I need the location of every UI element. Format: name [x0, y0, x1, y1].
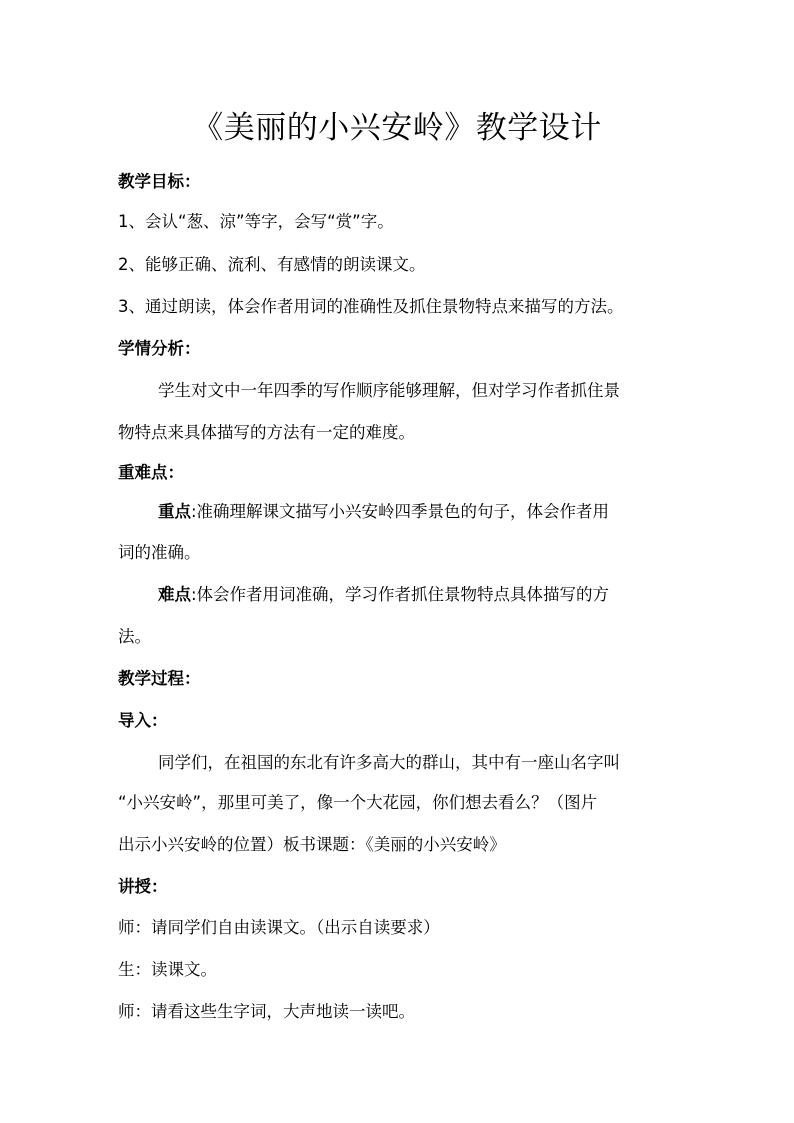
objective-item-1: 1、会认“葱、涼”等字，会写“赏”字。 — [118, 212, 394, 231]
objective-item-2: 2、能够正确、流利、有感情的朗读课文。 — [118, 255, 426, 274]
analysis-line-1: 学生对文中一年四季的写作顺序能够理解，但对学习作者抓住景 — [158, 381, 620, 400]
document-title: 《美丽的小兴安岭》教学设计 — [192, 110, 602, 146]
dialogue-line-1: 师：请同学们自由读课文。（出示自读要求） — [118, 918, 440, 937]
objectives-heading: 教学目标： — [118, 172, 201, 191]
difficult-point-text: :体会作者用词准确，学习作者抓住景物特点具体描写的方 — [191, 585, 610, 604]
intro-line-2: “小兴安岭”，那里可美了，像一个大花园，你们想去看么？（图片 — [118, 793, 598, 812]
dialogue-line-2: 生：读课文。 — [118, 960, 217, 979]
key-point-line-2: 词的准确。 — [118, 543, 201, 562]
analysis-line-2: 物特点来具体描写的方法有一定的难度。 — [118, 423, 415, 442]
objective-item-3: 3、通过朗读，体会作者用词的准确性及抓住景物特点来描写的方法。 — [118, 297, 624, 316]
key-point-line-1 — [158, 500, 678, 524]
key-point-text: :准确理解课文描写小兴安岭四季景色的句子，体会作者用 — [191, 502, 610, 521]
teach-heading: 讲授： — [118, 877, 168, 896]
difficult-point-label: 难点 — [158, 585, 191, 604]
difficult-point-line-2: 法。 — [118, 627, 151, 646]
intro-heading: 导入： — [118, 711, 168, 730]
key-point-label: 重点 — [158, 502, 191, 521]
dialogue-line-3: 师：请看这些生字词，大声地读一读吧。 — [118, 1002, 415, 1021]
intro-line-3: 出示小兴安岭的位置）板书课题：《美丽的小兴安岭》 — [118, 835, 506, 854]
intro-line-1: 同学们，在祖国的东北有许多高大的群山，其中有一座山名字叫 — [158, 753, 620, 772]
process-heading: 教学过程： — [118, 669, 201, 688]
key-points-heading: 重难点： — [118, 463, 184, 482]
difficult-point-line-1 — [158, 583, 678, 607]
analysis-heading: 学情分析： — [118, 339, 201, 358]
